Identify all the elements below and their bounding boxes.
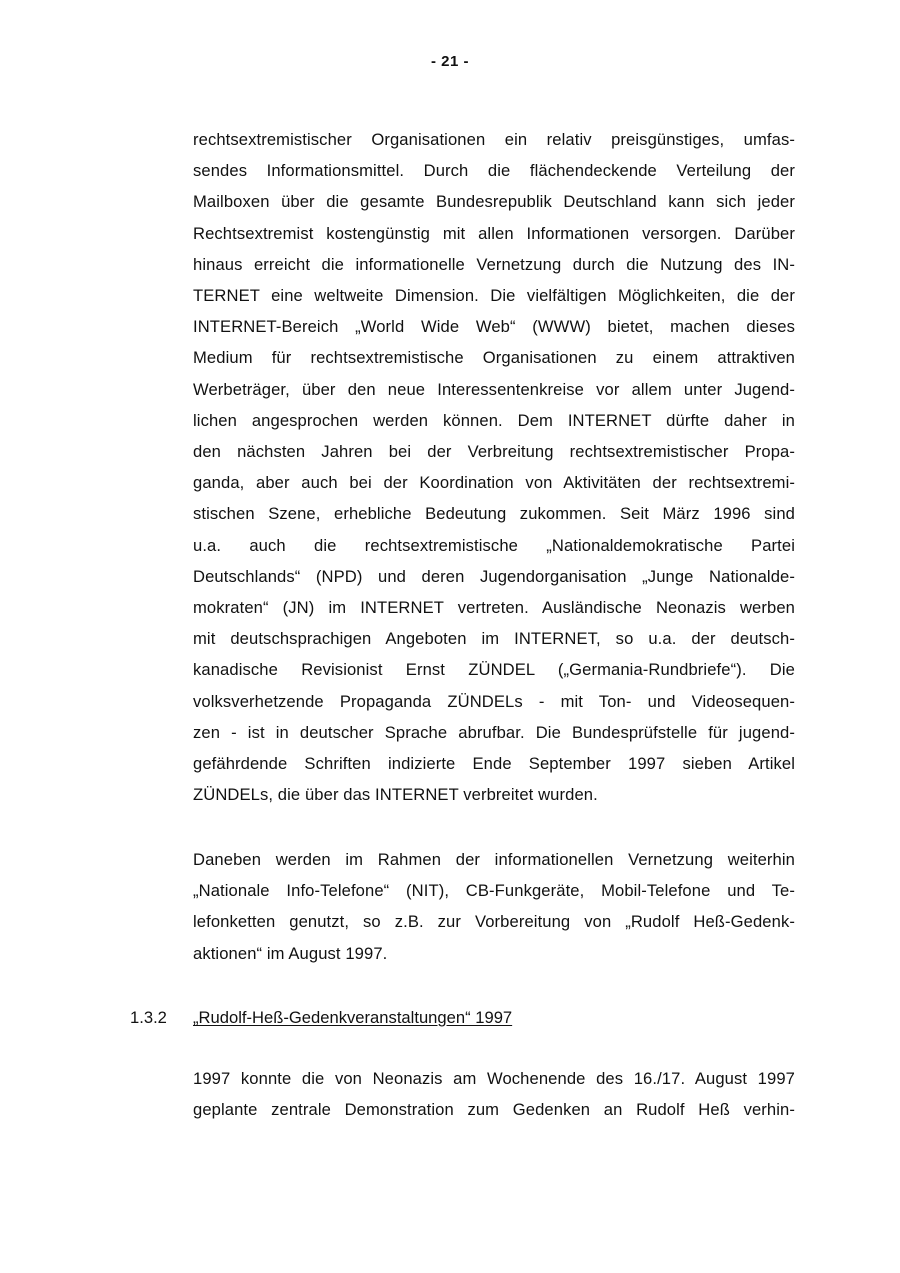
section-number: 1.3.2 — [130, 1008, 167, 1027]
text-line: „Nationale Info-Telefone“ (NIT), CB-Funkgeräte, Mobil-Telefone und Te- — [193, 881, 795, 901]
text-line: Werbeträger, über den neue Interessentenkreise vor allem unter Jugend- — [193, 379, 795, 399]
text-line: geplante zentrale Demonstration zum Gedenken an Rudolf Heß verhin- — [193, 1100, 795, 1120]
text-line: kanadische Revisionist Ernst ZÜNDEL („Germania-Rundbriefe“). Die — [193, 660, 795, 680]
text-line: Mailboxen über die gesamte Bundesrepublik Deutschland kann sich jeder — [193, 192, 795, 212]
text-line: zen - ist in deutscher Sprache abrufbar. Die Bundesprüfstelle für jugend- — [193, 722, 795, 742]
text-line: mokraten“ (JN) im INTERNET vertreten. Ausländische Neonazis werben — [193, 598, 795, 618]
text-line: Rechtsextremist kostengünstig mit allen Informationen versorgen. Darüber — [193, 223, 795, 243]
text-line: ganda, aber auch bei der Koordination von Aktivitäten der rechtsextremi- — [193, 473, 795, 493]
body-paragraph — [193, 1063, 795, 1125]
text-line: INTERNET-Bereich „World Wide Web“ (WWW) bietet, machen dieses — [193, 317, 795, 337]
text-line: lefonketten genutzt, so z.B. zur Vorbereitung von „Rudolf Heß-Gedenk- — [193, 912, 795, 932]
text-line: ZÜNDELs, die über das INTERNET verbreitet wurden. — [193, 785, 598, 805]
text-line: TERNET eine weltweite Dimension. Die vielfältigen Möglichkeiten, die der — [193, 286, 795, 306]
text-line: hinaus erreicht die informationelle Vernetzung durch die Nutzung des IN- — [193, 254, 795, 274]
text-line: u.a. auch die rechtsextremistische „Nationaldemokratische Partei — [193, 535, 795, 555]
text-line: den nächsten Jahren bei der Verbreitung rechtsextremistischer Propa- — [193, 442, 795, 462]
text-line: sendes Informationsmittel. Durch die flächendeckende Verteilung der — [193, 161, 795, 181]
section-title: „Rudolf-Heß-Gedenkveranstaltungen“ 1997 — [193, 1008, 513, 1027]
text-line: Deutschlands“ (NPD) und deren Jugendorganisation „Junge Nationalde- — [193, 566, 795, 586]
page-number: - 21 - — [430, 53, 469, 70]
body-paragraph — [193, 844, 795, 969]
text-line: volksverhetzende Propaganda ZÜNDELs - mit Ton- und Videosequen- — [193, 691, 795, 711]
text-line: gefährdende Schriften indizierte Ende September 1997 sieben Artikel — [193, 754, 795, 774]
text-line: 1997 konnte die von Neonazis am Wochenende des 16./17. August 1997 — [193, 1069, 795, 1088]
text-line: aktionen“ im August 1997. — [193, 943, 388, 963]
text-line: stischen Szene, erhebliche Bedeutung zukommen. Seit März 1996 sind — [193, 504, 795, 524]
text-line: rechtsextremistischer Organisationen ein relativ preisgünstiges, umfas- — [193, 130, 795, 149]
body-paragraph — [193, 124, 795, 810]
text-line: Medium für rechtsextremistische Organisationen zu einem attraktiven — [193, 348, 795, 368]
text-line: Daneben werden im Rahmen der informationellen Vernetzung weiterhin — [193, 850, 795, 869]
text-line: lichen angesprochen werden können. Dem INTERNET dürfte daher in — [193, 410, 795, 430]
text-line: mit deutschsprachigen Angeboten im INTERNET, so u.a. der deutsch- — [193, 629, 795, 649]
section-heading — [130, 1002, 830, 1033]
